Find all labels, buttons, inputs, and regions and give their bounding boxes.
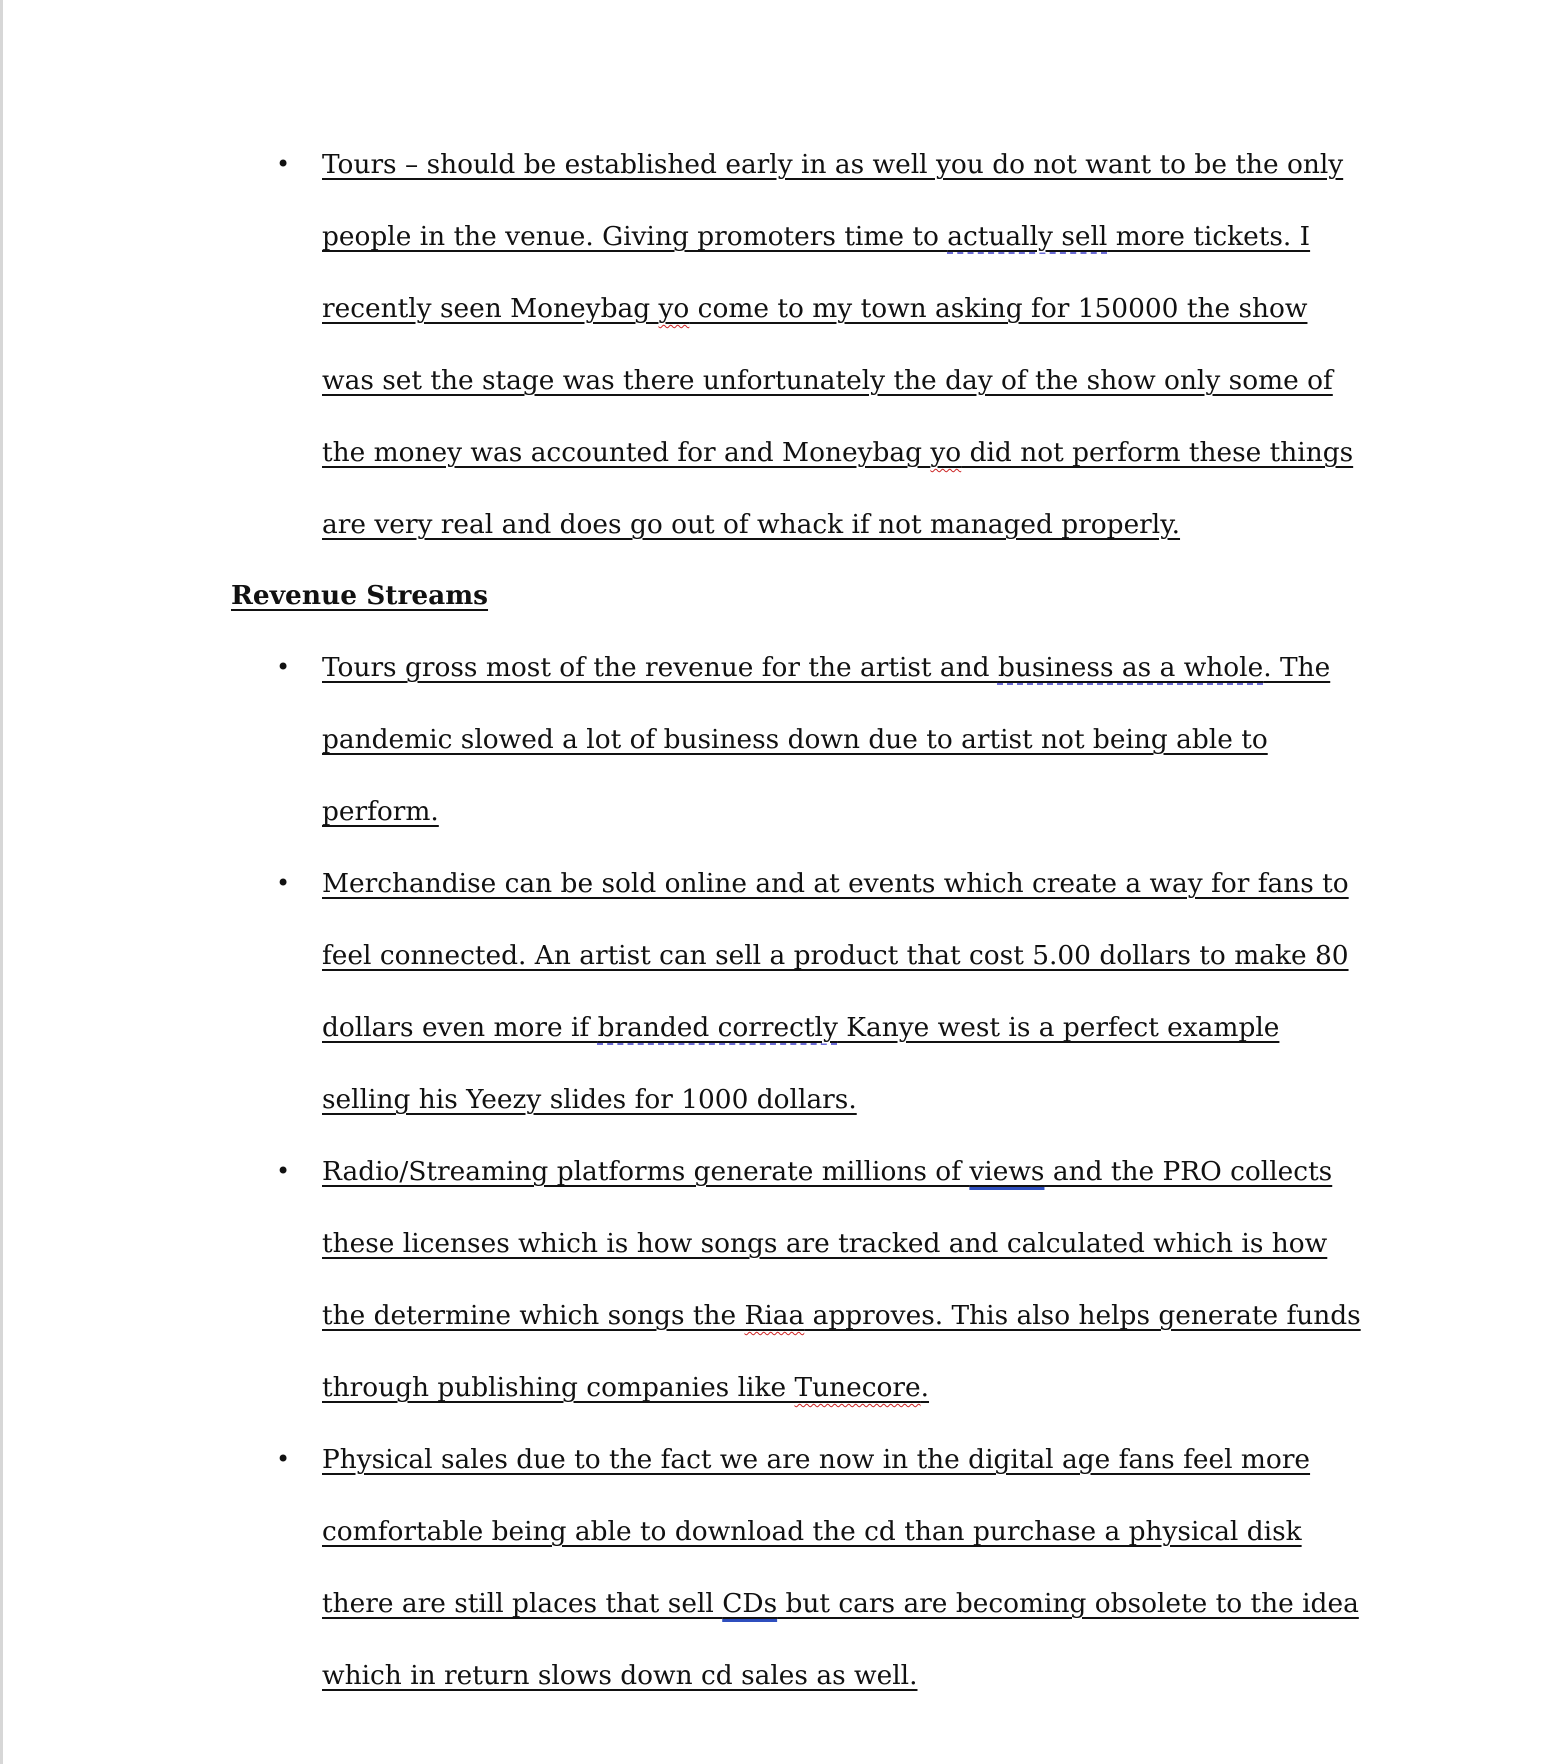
bullet-text: [322, 1424, 1359, 1712]
text-run: Kanye west is a perfect example: [837, 1012, 1280, 1043]
grammar-suggestion-mark[interactable]: branded correctly: [597, 1012, 838, 1043]
text-line: [322, 992, 1342, 1064]
bullet-point-icon: •: [276, 1157, 291, 1185]
style-suggestion-mark[interactable]: views: [969, 1156, 1045, 1187]
text-line: [322, 704, 1342, 776]
text-run: which in return slows down cd sales as well.: [322, 1660, 918, 1691]
text-line: [322, 1136, 1342, 1208]
text-run: Merchandise can be sold online and at events which create a way for fans to: [322, 868, 1349, 899]
text-line: [322, 273, 1342, 345]
text-line: [322, 489, 1342, 561]
text-run: recently seen Moneybag: [322, 293, 659, 324]
section-heading-revenue-streams: Revenue Streams: [231, 580, 489, 611]
text-line: [322, 129, 1342, 201]
text-line: [322, 632, 1342, 704]
text-run: people in the venue. Giving promoters time to: [322, 221, 948, 252]
text-run: the money was accounted for and Moneybag: [322, 437, 931, 468]
text-run: selling his Yeezy slides for 1000 dollars.: [322, 1084, 857, 1115]
spelling-error-mark[interactable]: yo: [930, 437, 962, 468]
text-run: come to my town asking for 150000 the show: [689, 293, 1308, 324]
text-run: but cars are becoming obsolete to the idea: [777, 1588, 1359, 1619]
text-run: perform.: [322, 796, 439, 827]
spelling-error-mark[interactable]: Riaa: [744, 1300, 805, 1331]
text-run: more tickets. I: [1107, 221, 1311, 252]
text-run: . The: [1263, 652, 1331, 683]
text-run: did not perform these things: [961, 437, 1354, 468]
text-run: Radio/Streaming platforms generate millions of: [322, 1156, 970, 1187]
text-line: [322, 201, 1342, 273]
bullet-text: [322, 632, 1342, 848]
bullet-text: [322, 1136, 1361, 1424]
text-line: [322, 1568, 1359, 1640]
grammar-suggestion-mark[interactable]: actually sell: [947, 221, 1108, 252]
spelling-error-mark[interactable]: yo: [658, 293, 690, 324]
spelling-error-mark[interactable]: Tunecore: [794, 1372, 921, 1403]
text-run: dollars even more if: [322, 1012, 598, 1043]
text-run: these licenses which is how songs are tracked and calculated which is how: [322, 1228, 1328, 1259]
text-run: there are still places that sell: [322, 1588, 723, 1619]
text-run: Tours – should be established early in as well you do not want to be the only: [322, 149, 1344, 180]
style-suggestion-mark[interactable]: CDs: [722, 1588, 778, 1619]
text-line: [322, 1352, 1342, 1424]
text-run: the determine which songs the: [322, 1300, 745, 1331]
text-run: Tours gross most of the revenue for the artist and: [322, 652, 998, 683]
text-line: [322, 345, 1342, 417]
bullet-point-icon: •: [276, 1445, 291, 1473]
text-run: pandemic slowed a lot of business down due to artist not being able to: [322, 724, 1268, 755]
bullet-text: [322, 129, 1354, 561]
text-run: are very real and does go out of whack if not managed properly.: [322, 509, 1181, 540]
text-line: [322, 776, 1342, 848]
text-line: [322, 1208, 1342, 1280]
text-run: .: [920, 1372, 930, 1403]
text-line: [322, 1640, 1342, 1712]
text-run: was set the stage was there unfortunately the day of the show only some of: [322, 365, 1333, 396]
bullet-point-icon: •: [276, 653, 291, 681]
text-line: [322, 417, 1354, 489]
text-line: [322, 1064, 1342, 1136]
text-run: approves. This also helps generate funds: [804, 1300, 1361, 1331]
text-line: [322, 1424, 1342, 1496]
bullet-point-icon: •: [276, 869, 291, 897]
text-run: and the PRO collects: [1044, 1156, 1333, 1187]
text-run: through publishing companies like: [322, 1372, 795, 1403]
text-run: feel connected. An artist can sell a product that cost 5.00 dollars to make 80: [322, 940, 1349, 971]
text-run: Physical sales due to the fact we are now in the digital age fans feel more: [322, 1444, 1311, 1475]
bullet-text: [322, 848, 1349, 1136]
text-line: [322, 920, 1349, 992]
text-line: [322, 1496, 1342, 1568]
text-line: [322, 1280, 1361, 1352]
grammar-suggestion-mark[interactable]: business as a whole: [997, 652, 1264, 683]
bullet-point-icon: •: [276, 150, 291, 178]
text-line: [322, 848, 1349, 920]
text-run: comfortable being able to download the cd than purchase a physical disk: [322, 1516, 1302, 1547]
